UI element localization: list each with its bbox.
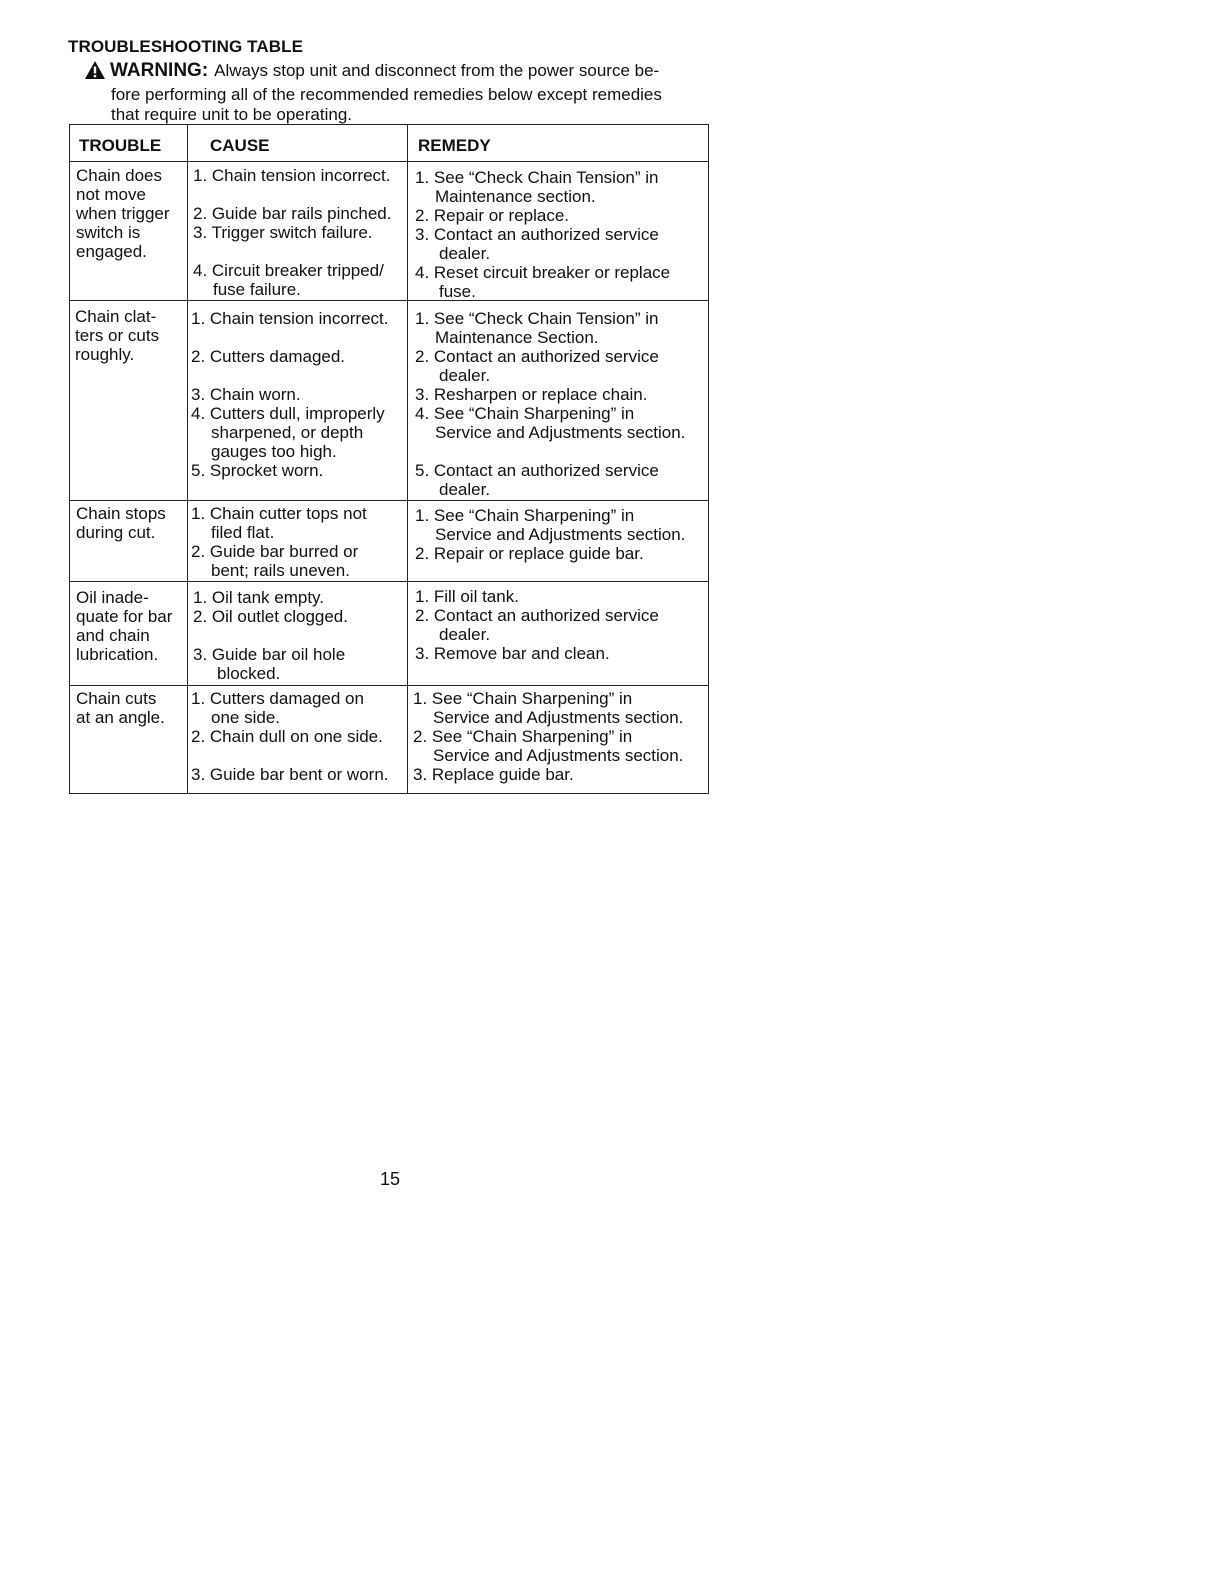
warning-triangle-icon [84, 60, 106, 85]
header-cause: CAUSE [210, 136, 270, 155]
row-divider [70, 685, 708, 686]
cause-cell: 1. Cutters damaged on one side. 2. Chain dull on one side. 3. Guide bar bent or worn. [191, 689, 389, 784]
remedy-cell: 1. See “Check Chain Tension” in Maintenance section. 2. Repair or replace. 3. Contact an authorized service dealer. 4. Reset circuit breaker or replace fuse. [415, 168, 671, 301]
warning-text-line3: that require unit to be operating. [111, 105, 352, 124]
row-divider [70, 161, 708, 162]
remedy-cell: 1. See “Chain Sharpening” in Service and Adjustments section. 2. Repair or replace guide bar. [415, 506, 686, 563]
trouble-cell: Chain does not move when trigger switch is engaged. [76, 166, 170, 261]
section-title: TROUBLESHOOTING TABLE [68, 37, 304, 56]
column-divider [187, 125, 188, 793]
trouble-cell: Chain clat- ters or cuts roughly. [75, 307, 160, 364]
row-divider [70, 500, 708, 501]
row-divider [70, 581, 708, 582]
trouble-cell: Chain stops during cut. [76, 504, 166, 542]
cause-cell: 1. Chain cutter tops not filed flat. 2. Guide bar burred or bent; rails uneven. [191, 504, 367, 580]
remedy-cell: 1. Fill oil tank. 2. Contact an authorized service dealer. 3. Remove bar and clean. [415, 587, 659, 663]
cause-cell: 1. Oil tank empty. 2. Oil outlet clogged. 3. Guide bar oil hole blocked. [193, 588, 348, 683]
trouble-cell: Oil inade- quate for bar and chain lubrication. [76, 588, 173, 664]
header-remedy: REMEDY [418, 136, 491, 155]
column-divider [407, 125, 408, 793]
cause-cell: 1. Chain tension incorrect. 2. Cutters damaged. 3. Chain worn. 4. Cutters dull, improperly sharpened, or depth gauges too high. 5. Sprocket worn. [191, 309, 389, 480]
header-trouble: TROUBLE [79, 136, 162, 155]
remedy-cell: 1. See “Check Chain Tension” in Maintenance Section. 2. Contact an authorized service dealer. 3. Resharpen or replace chain. 4. See “Chain Sharpening” in Service and Adjustments section. 5. Contact an authorized service dealer. [415, 309, 686, 499]
warning-label: WARNING: [110, 60, 209, 81]
page-number: 15 [380, 1169, 401, 1189]
warning-text-line1: Always stop unit and disconnect from the power source be- [214, 61, 660, 80]
trouble-cell: Chain cuts at an angle. [76, 689, 165, 727]
warning-text-line2: fore performing all of the recommended remedies below except remedies [111, 85, 662, 104]
troubleshooting-table [69, 124, 709, 794]
warning-notice [84, 60, 714, 125]
remedy-cell: 1. See “Chain Sharpening” in Service and Adjustments section. 2. See “Chain Sharpening” in Service and Adjustments section. 3. Replace guide bar. [413, 689, 684, 784]
cause-cell: 1. Chain tension incorrect. 2. Guide bar rails pinched. 3. Trigger switch failure. 4. Circuit breaker tripped/ fuse failure. [193, 166, 392, 299]
